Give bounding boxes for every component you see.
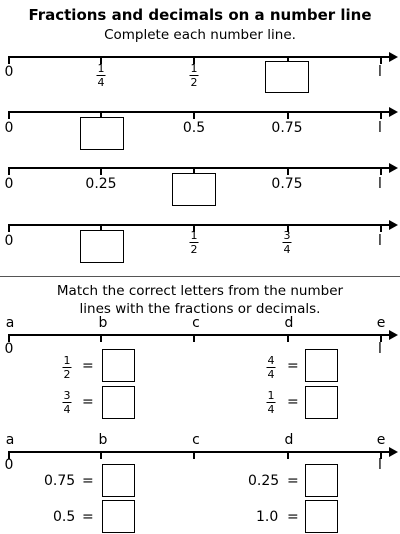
denominator: 4 (267, 368, 275, 381)
axis-line (8, 224, 390, 226)
equals-sign: = (82, 473, 94, 489)
tick (380, 56, 382, 64)
numerator: 1 (267, 389, 275, 402)
letter-label: a (5, 432, 15, 448)
letter-answer-box[interactable] (102, 500, 135, 533)
fraction-prompt (267, 390, 276, 415)
label-decimal: 0.75 (271, 176, 303, 192)
tick (193, 334, 195, 342)
tick (8, 167, 10, 175)
letter-answer-box[interactable] (102, 464, 135, 497)
tick (8, 56, 10, 64)
denominator: 4 (63, 403, 71, 416)
tick (287, 451, 289, 459)
fraction-label (190, 63, 199, 88)
tick (287, 334, 289, 342)
worksheet-title: Fractions and decimals on a number line (28, 6, 372, 24)
tick (100, 334, 102, 342)
label-one: l (378, 233, 382, 249)
arrow-head (389, 447, 398, 457)
tick (100, 167, 102, 175)
letter-label: d (284, 432, 294, 448)
numerator: 1 (97, 62, 105, 75)
label-decimal: 0.5 (182, 120, 206, 136)
tick (193, 451, 195, 459)
label-zero: 0 (4, 176, 14, 192)
fraction-label (97, 63, 106, 88)
decimal-prompt: 0.5 (53, 509, 76, 525)
answer-box[interactable] (265, 61, 309, 93)
label-zero: 0 (4, 233, 14, 249)
equals-sign: = (82, 509, 94, 525)
label-one: l (378, 120, 382, 136)
answer-box[interactable] (80, 230, 124, 263)
instruction-line: Match the correct letters from the number (56, 283, 344, 299)
decimal-prompt: 1.0 (256, 509, 279, 525)
fraction-prompt (63, 390, 72, 415)
letter-answer-box[interactable] (305, 500, 338, 533)
denominator: 4 (267, 403, 275, 416)
tick (100, 451, 102, 459)
tick (193, 111, 195, 119)
arrow-head (389, 52, 398, 62)
equals-sign: = (287, 358, 299, 374)
denominator: 2 (190, 76, 198, 89)
letter-answer-box[interactable] (305, 464, 338, 497)
denominator: 4 (97, 76, 105, 89)
answer-box[interactable] (80, 117, 124, 150)
axis-line (8, 167, 390, 169)
section-divider (0, 276, 400, 277)
denominator: 2 (190, 243, 198, 256)
equals-sign: = (287, 509, 299, 525)
tick (8, 111, 10, 119)
denominator: 2 (63, 368, 71, 381)
label-zero: 0 (4, 120, 14, 136)
fraction-label (283, 230, 292, 255)
letter-label: b (98, 432, 108, 448)
worksheet-subtitle: Complete each number line. (104, 27, 296, 43)
numerator: 3 (63, 389, 71, 402)
label-one: l (378, 176, 382, 192)
numerator: 1 (190, 62, 198, 75)
tick (287, 167, 289, 175)
arrow-head (389, 220, 398, 230)
letter-label: c (192, 315, 200, 331)
label-zero: 0 (4, 457, 14, 473)
denominator: 4 (283, 243, 291, 256)
match-instructions (0, 282, 400, 318)
axis-line (8, 451, 390, 453)
tick (287, 111, 289, 119)
fraction-label (190, 230, 199, 255)
axis-line (8, 56, 390, 58)
tick (380, 111, 382, 119)
label-one: l (378, 457, 382, 473)
letter-answer-box[interactable] (305, 349, 338, 382)
numerator: 3 (283, 229, 291, 242)
arrow-head (389, 163, 398, 173)
decimal-prompt: 0.75 (44, 473, 76, 489)
letter-label: b (98, 315, 108, 331)
axis-line (8, 334, 390, 336)
numerator: 1 (63, 354, 71, 367)
arrow-head (389, 330, 398, 340)
decimal-prompt: 0.25 (248, 473, 280, 489)
numerator: 1 (190, 229, 198, 242)
letter-label: a (5, 315, 15, 331)
tick (380, 224, 382, 232)
equals-sign: = (82, 394, 94, 410)
label-zero: 0 (4, 64, 14, 80)
axis-line (8, 111, 390, 113)
letter-answer-box[interactable] (102, 349, 135, 382)
letter-label: e (376, 315, 386, 331)
letter-label: d (284, 315, 294, 331)
label-decimal: 0.75 (271, 120, 303, 136)
letter-answer-box[interactable] (102, 386, 135, 419)
instruction-line: lines with the fractions or decimals. (79, 301, 321, 317)
tick (8, 224, 10, 232)
equals-sign: = (82, 358, 94, 374)
letter-label: c (192, 432, 200, 448)
tick (380, 167, 382, 175)
numerator: 4 (267, 354, 275, 367)
answer-box[interactable] (172, 173, 216, 206)
label-one: l (378, 341, 382, 357)
fraction-prompt (267, 355, 276, 380)
letter-answer-box[interactable] (305, 386, 338, 419)
equals-sign: = (287, 394, 299, 410)
label-decimal: 0.25 (85, 176, 117, 192)
label-one: l (378, 64, 382, 80)
letter-label: e (376, 432, 386, 448)
fraction-prompt (63, 355, 72, 380)
equals-sign: = (287, 473, 299, 489)
arrow-head (389, 107, 398, 117)
label-zero: 0 (4, 341, 14, 357)
